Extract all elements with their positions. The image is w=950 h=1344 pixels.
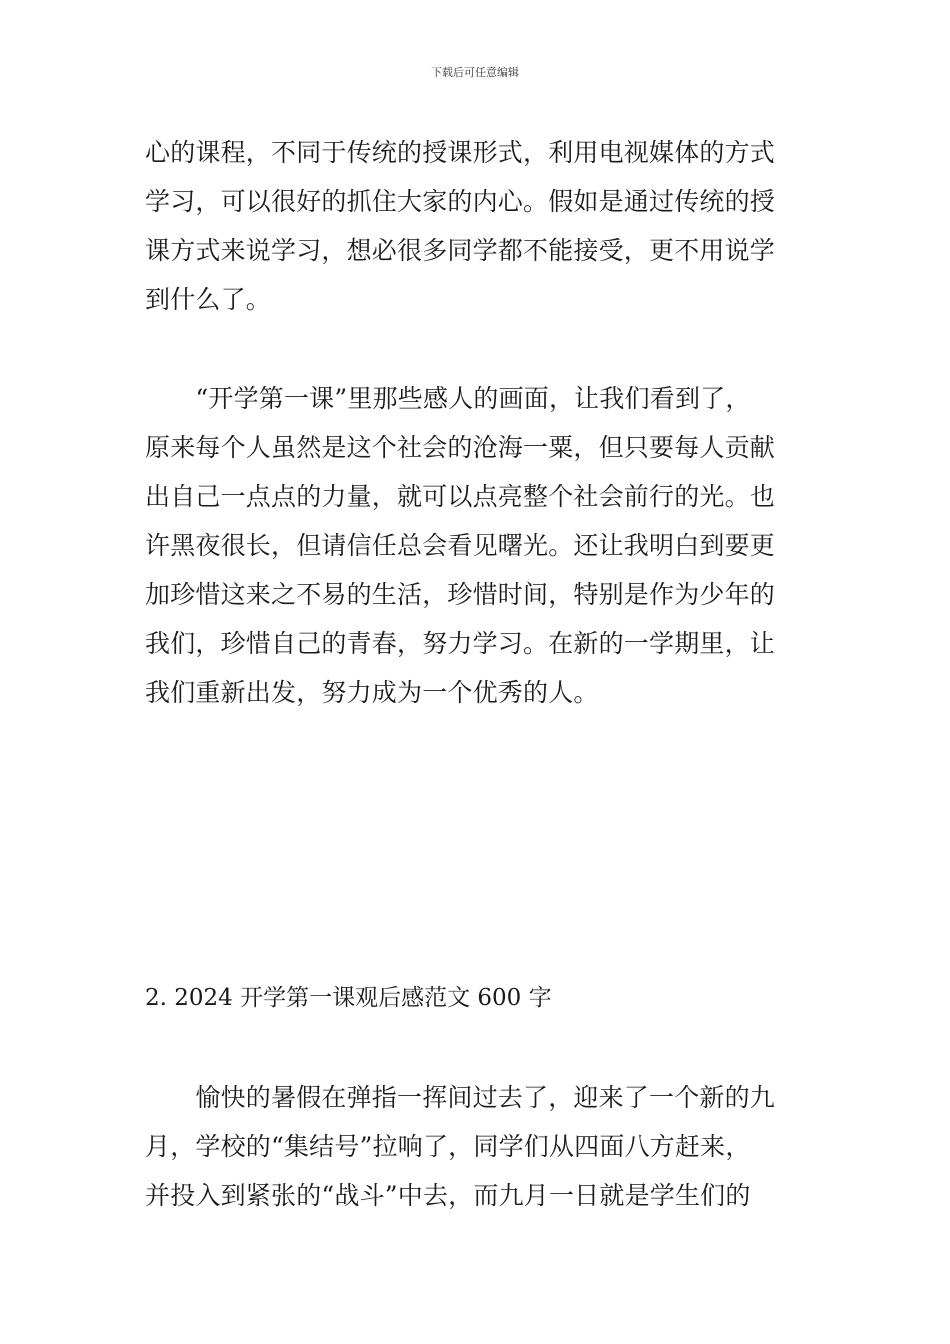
text-line: 加珍惜这来之不易的生活，珍惜时间，特别是作为少年的: [145, 580, 776, 609]
text-line: 我们，珍惜自己的青春，努力学习。在新的一学期里，让: [145, 629, 776, 658]
text-line: 我们重新出发，努力成为一个优秀的人。: [145, 678, 599, 707]
text-line: 到什么了。: [145, 285, 272, 314]
page-header-note: 下载后可任意编辑: [431, 66, 519, 79]
section-heading: 2. 2024 开学第一课观后感范文 600 字: [145, 985, 552, 1011]
text-line: 月，学校的“集结号”拉响了，同学们从四面八方赶来，: [145, 1132, 751, 1161]
text-line: “开学第一课”里那些感人的画面，让我们看到了，: [145, 384, 751, 413]
text-line: 愉快的暑假在弹指一挥间过去了，迎来了一个新的九: [145, 1083, 776, 1112]
text-line: 课方式来说学习，想必很多同学都不能接受，更不用说学: [145, 236, 776, 265]
paragraph-2: [145, 374, 807, 717]
text-line: 原来每个人虽然是这个社会的沧海一粟，但只要每人贡献: [145, 433, 776, 462]
text-line: 学习，可以很好的抓住大家的内心。假如是通过传统的授: [145, 187, 776, 216]
text-line: 并投入到紧张的“战斗”中去，而九月一日就是学生们的: [145, 1181, 751, 1210]
paragraph-1: [145, 128, 807, 324]
text-line: 许黑夜很长，但请信任总会看见曙光。还让我明白到要更: [145, 531, 776, 560]
text-line: 出自己一点点的力量，就可以点亮整个社会前行的光。也: [145, 482, 776, 511]
paragraph-3: [145, 1073, 807, 1220]
text-line: 心的课程，不同于传统的授课形式，利用电视媒体的方式: [145, 138, 776, 167]
